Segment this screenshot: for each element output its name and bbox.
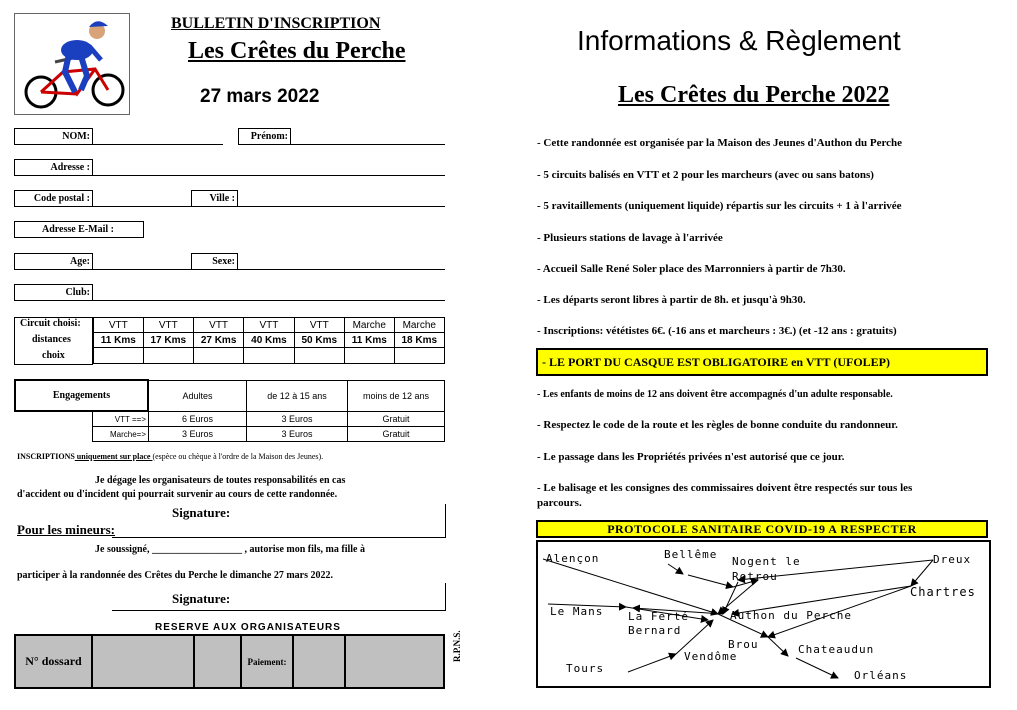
rule-item: - Le passage dans les Propriétés privées n'est autorisé que ce jour. bbox=[537, 451, 845, 463]
city-vendome: Vendôme bbox=[684, 650, 738, 663]
mineurs-label: Pour les mineurs: bbox=[17, 522, 115, 537]
decharge-line-1: Je dégage les organisateurs de toutes responsabilités en cas bbox=[95, 475, 346, 486]
rule-item: - 5 ravitaillements (uniquement liquide) répartis sur les circuits + 1 à l'arrivée bbox=[537, 200, 902, 212]
event-date: 27 mars 2022 bbox=[200, 86, 320, 107]
bulletin-title: BULLETIN D'INSCRIPTION bbox=[171, 15, 381, 32]
circuit-choice-cell[interactable] bbox=[294, 348, 344, 364]
adresse-field[interactable] bbox=[93, 175, 445, 176]
pricing-header: Adultes bbox=[148, 380, 247, 411]
covid-notice-text: PROTOCOLE SANITAIRE COVID-19 A RESPECTER bbox=[607, 521, 917, 536]
pricing-cell: 3 Euros bbox=[149, 427, 247, 442]
pricing-rows bbox=[92, 411, 445, 442]
pricing-header: de 12 à 15 ans bbox=[247, 380, 348, 411]
city-authon: Authon du Perche bbox=[730, 609, 852, 622]
circuit-label-1: Circuit choisi: bbox=[20, 318, 81, 329]
rule-item: - Inscriptions: vététistes 6€. (-16 ans et marcheurs : 3€.) (et -12 ans : gratuits) bbox=[537, 325, 897, 337]
circuit-type: VTT bbox=[94, 318, 144, 333]
rule-item: - Les départs seront libres à partir de 8h. et jusqu'à 9h30. bbox=[537, 294, 806, 306]
code-postal-field[interactable] bbox=[93, 206, 191, 207]
inscriptions-suffix: (espèce ou chèque à l'ordre de la Maison des Jeunes). bbox=[152, 452, 324, 461]
nom-label: NOM: bbox=[14, 128, 93, 145]
pricing-cell: 6 Euros bbox=[149, 412, 247, 427]
club-label: Club: bbox=[14, 284, 93, 301]
circuit-choice-cell[interactable] bbox=[394, 348, 444, 364]
circuit-choice-cell[interactable] bbox=[143, 348, 193, 364]
city-orleans: Orléans bbox=[854, 669, 908, 682]
inscriptions-text bbox=[17, 452, 323, 461]
city-tours: Tours bbox=[566, 662, 605, 675]
dossard-cell[interactable] bbox=[194, 635, 241, 688]
circuit-type: VTT bbox=[193, 318, 243, 333]
cyclist-logo bbox=[14, 13, 130, 115]
inscriptions-underlined: uniquement sur place bbox=[74, 452, 153, 461]
prenom-field[interactable] bbox=[291, 144, 445, 145]
adresse-label: Adresse : bbox=[14, 159, 93, 176]
circuit-distance: 18 Kms bbox=[394, 333, 444, 348]
helmet-notice-text: - LE PORT DU CASQUE EST OBLIGATOIRE en VTT (UFOLEP) bbox=[542, 354, 890, 369]
reserve-label: RESERVE AUX ORGANISATEURS bbox=[155, 622, 341, 633]
participer-text: participer à la randonnée des Crêtes du Perche le dimanche 27 mars 2022. bbox=[17, 570, 333, 581]
signature-box-edge-2 bbox=[445, 583, 446, 611]
circuit-choice-cell[interactable] bbox=[94, 348, 144, 364]
circuit-choice-cell[interactable] bbox=[193, 348, 243, 364]
circuit-type: Marche bbox=[394, 318, 444, 333]
circuit-type: VTT bbox=[294, 318, 344, 333]
covid-notice bbox=[536, 520, 988, 538]
city-le-mans: Le Mans bbox=[550, 605, 604, 618]
code-postal-label: Code postal : bbox=[14, 190, 93, 207]
pricing-cell: Gratuit bbox=[348, 427, 445, 442]
dossard-cell[interactable] bbox=[92, 635, 194, 688]
sexe-label: Sexe: bbox=[191, 253, 238, 270]
ville-label: Ville : bbox=[191, 190, 238, 207]
city-chartres: Chartres bbox=[910, 585, 976, 599]
circuit-type: VTT bbox=[244, 318, 294, 333]
circuit-choice-cell[interactable] bbox=[244, 348, 294, 364]
city-alencon: Alençon bbox=[546, 552, 600, 565]
circuit-distance: 40 Kms bbox=[244, 333, 294, 348]
circuit-choice-cell[interactable] bbox=[344, 348, 394, 364]
circuit-distance: 50 Kms bbox=[294, 333, 344, 348]
city-laferte-2: Bernard bbox=[628, 624, 682, 637]
city-brou: Brou bbox=[728, 638, 759, 651]
dossard-label: N° dossard bbox=[15, 635, 92, 688]
paiement-cell[interactable] bbox=[345, 635, 444, 688]
circuit-table bbox=[93, 317, 445, 364]
ville-field[interactable] bbox=[238, 206, 445, 207]
circuit-distance: 11 Kms bbox=[344, 333, 394, 348]
rpns-label: R.P.N.S. bbox=[452, 630, 462, 662]
event-title-left: Les Crêtes du Perche bbox=[188, 38, 406, 64]
helmet-notice bbox=[536, 348, 988, 376]
city-belleme: Bellême bbox=[664, 548, 718, 561]
decharge-line-2: d'accident ou d'incident qui pourrait survenir au cours de cette randonnée. bbox=[17, 489, 338, 500]
circuit-distance: 11 Kms bbox=[94, 333, 144, 348]
paiement-label: Paiement: bbox=[241, 635, 293, 688]
city-dreux: Dreux bbox=[933, 553, 972, 566]
dossard-table bbox=[14, 634, 445, 689]
event-title-right: Les Crêtes du Perche 2022 bbox=[618, 82, 890, 108]
paiement-cell[interactable] bbox=[293, 635, 345, 688]
signature-box-edge bbox=[445, 504, 446, 538]
signature-field[interactable] bbox=[112, 537, 445, 538]
signature-field-2[interactable] bbox=[112, 610, 445, 611]
circuit-label-3: choix bbox=[42, 350, 65, 361]
rule-item: - Cette randonnée est organisée par la Maison des Jeunes d'Authon du Perche bbox=[537, 137, 903, 149]
rule-item: - Respectez le code de la route et les règles de bonne conduite du randonneur. bbox=[537, 419, 898, 431]
age-label: Age: bbox=[14, 253, 93, 270]
circuit-type: Marche bbox=[344, 318, 394, 333]
soussigne-text: Je soussigné, __________________ , autorise mon fils, ma fille à bbox=[95, 544, 365, 555]
rule-item: - Plusieurs stations de lavage à l'arrivée bbox=[537, 232, 723, 244]
rule-item: - 5 circuits balisés en VTT et 2 pour les marcheurs (avec ou sans batons) bbox=[537, 169, 874, 181]
circuit-distance: 27 Kms bbox=[193, 333, 243, 348]
inscriptions-prefix: INSCRIPTIONS bbox=[17, 452, 75, 461]
circuit-type: VTT bbox=[143, 318, 193, 333]
pricing-header: Engagements bbox=[15, 380, 148, 411]
signature-label-2: Signature: bbox=[172, 591, 231, 606]
city-nogent-2: Rotrou bbox=[732, 570, 778, 583]
pricing-table bbox=[14, 379, 445, 412]
age-field[interactable] bbox=[93, 269, 191, 270]
pricing-row-label: Marche=> bbox=[93, 427, 149, 442]
route-map bbox=[536, 540, 991, 688]
balisage-line-2: parcours. bbox=[537, 497, 582, 509]
city-chateaudun: Chateaudun bbox=[798, 643, 875, 656]
email-label: Adresse E-Mail : bbox=[14, 221, 144, 238]
pricing-cell: Gratuit bbox=[348, 412, 445, 427]
pricing-header: moins de 12 ans bbox=[348, 380, 445, 411]
signature-label: Signature: bbox=[172, 505, 231, 520]
info-title: Informations & Règlement bbox=[577, 25, 901, 56]
pricing-cell: 3 Euros bbox=[247, 427, 348, 442]
circuit-distance: 17 Kms bbox=[143, 333, 193, 348]
club-field[interactable] bbox=[93, 300, 445, 301]
balisage-line-1: - Le balisage et les consignes des commissaires doivent être respectés sur tous les bbox=[537, 482, 913, 494]
prenom-label: Prénom: bbox=[238, 128, 291, 145]
city-laferte-1: La Ferté bbox=[628, 610, 689, 623]
pricing-cell: 3 Euros bbox=[247, 412, 348, 427]
nom-field[interactable] bbox=[93, 144, 223, 145]
circuit-label-2: distances bbox=[32, 334, 71, 345]
rule-item: - Les enfants de moins de 12 ans doivent être accompagnés d'un adulte responsable. bbox=[537, 389, 893, 400]
city-nogent-1: Nogent le bbox=[732, 555, 801, 568]
rule-item: - Accueil Salle René Soler place des Marronniers à partir de 7h30. bbox=[537, 263, 846, 275]
pricing-row-label: VTT ==> bbox=[93, 412, 149, 427]
sexe-field[interactable] bbox=[238, 269, 445, 270]
